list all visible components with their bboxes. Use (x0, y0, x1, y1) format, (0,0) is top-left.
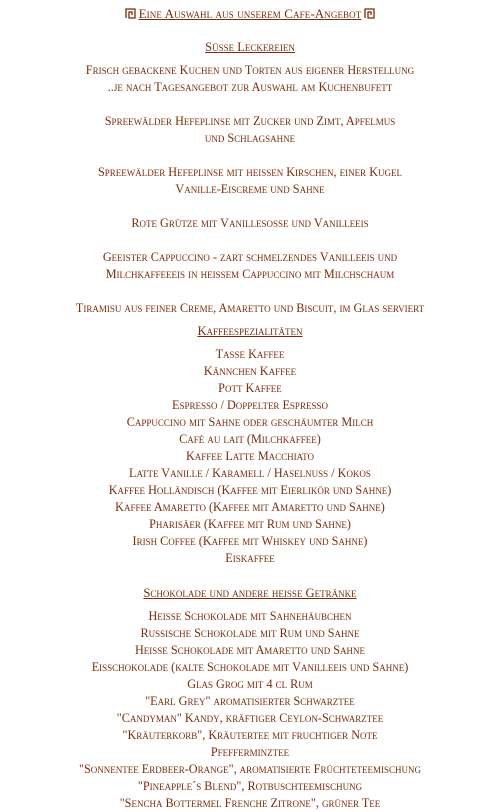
greek-key-icon (364, 8, 375, 19)
list-item: Kaffee Holländisch (Kaffee mit Eierlikör und Sahne) (108, 483, 392, 497)
section-kaffeespezialitaeten (0, 323, 500, 567)
menu-item-line: Spreewälder Hefeplinse mit Zucker und Zimt, Apfelmus (104, 114, 396, 128)
menu-item-line: Vanille-Eiscreme und Sahne (175, 182, 325, 196)
list-item: "Sonnentee Erdbeer-Orange", aromatisierte Früchteteemischung (79, 762, 421, 776)
list-item: Espresso / Doppelter Espresso (172, 398, 328, 412)
section-heading: Süsse Leckereien (205, 40, 295, 54)
list-item: Irish Coffee (Kaffee mit Whiskey und Sahne) (132, 534, 368, 548)
menu-item (0, 113, 500, 147)
section-heading: Schokolade und andere heisse Getränke (143, 586, 357, 600)
menu-item (0, 215, 500, 232)
menu-item-line: Milchkaffeeeis in heissem Cappuccino mit Milchschaum (105, 267, 395, 281)
list-item: Pharisäer (Kaffee mit Rum und Sahne) (149, 517, 351, 531)
list-item: Eisschokolade (kalte Schokolade mit Vanilleeis und Sahne) (91, 660, 409, 674)
menu-item (0, 300, 500, 317)
list-item: Tasse Kaffee (215, 347, 285, 361)
section-heading: Kaffeespezialitäten (197, 324, 303, 338)
list-item: "Sencha Bottermel Frenche Zitrone", grüner Tee (119, 796, 381, 810)
list-item: Cappuccino mit Sahne oder geschäumter Milch (126, 415, 374, 429)
list-item: Russische Schokolade mit Rum und Sahne (140, 626, 360, 640)
section-schokolade-getraenke (0, 585, 500, 812)
menu-list (0, 608, 500, 812)
menu-item-line: Tiramisu aus feiner Creme, Amaretto und Biscuit, im Glas serviert (75, 301, 425, 315)
menu-item-line: Rote Grütze mit Vanillesosse und Vanilleeis (131, 216, 369, 230)
list-item: Heisse Schokolade mit Sahnehäubchen (148, 609, 352, 623)
menu-title-row (0, 5, 500, 22)
list-item: Latte Vanille / Karamell / Haselnuss / Kokos (129, 466, 371, 480)
menu-item-line: Frisch gebackene Kuchen und Torten aus eigener Herstellung (85, 63, 415, 77)
list-item: Kaffee Amaretto (Kaffee mit Amaretto und Sahne) (115, 500, 385, 514)
list-item: Café au lait (Milchkaffee) (179, 432, 321, 446)
list-item: Kännchen Kaffee (203, 364, 297, 378)
list-item: Kaffee Latte Macchiato (185, 449, 314, 463)
list-item: Pott Kaffee (218, 381, 282, 395)
menu-item (0, 164, 500, 198)
menu-item-line: Geeister Cappuccino - zart schmelzendes Vanilleeis und (102, 250, 398, 264)
section-suesse-leckereien (0, 39, 500, 317)
list-item: Heisse Schokolade mit Amaretto und Sahne (134, 643, 366, 657)
list-item: "Earl Grey" aromatisierter Schwarztee (145, 694, 355, 708)
list-item: Glas Grog mit 4 cl Rum (187, 677, 313, 691)
list-item: "Pineapple´s Blend", Rotbuschteemischung (137, 779, 363, 793)
menu-item-line: und Schlagsahne (204, 131, 296, 145)
greek-key-icon (125, 8, 136, 19)
menu-title: Eine Auswahl aus unserem Cafe-Angebot (138, 6, 362, 21)
list-item: Eiskaffee (225, 551, 275, 565)
menu-item-line: Spreewälder Hefeplinse mit heissen Kirschen, einer Kugel (97, 165, 402, 179)
menu-item (0, 249, 500, 283)
menu-item (0, 62, 500, 96)
menu-list (0, 346, 500, 567)
list-item: "Candyman" Kandy, kräftiger Ceylon-Schwarztee (116, 711, 384, 725)
menu-item-line: ..je nach Tagesangebot zur Auswahl am Kuchenbufett (107, 80, 393, 94)
list-item: Pfefferminztee (210, 745, 290, 759)
list-item: "Kräuterkorb", Kräutertee mit fruchtiger Note (122, 728, 378, 742)
